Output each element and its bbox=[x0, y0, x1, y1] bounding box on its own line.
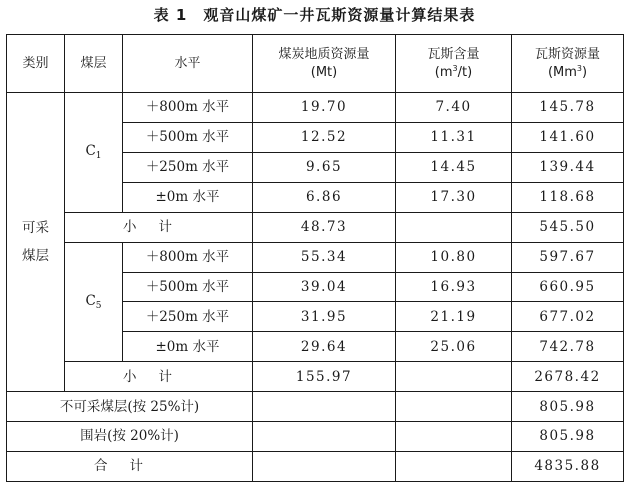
header-level: 水平 bbox=[123, 35, 253, 93]
gas-resource-cell: 805.98 bbox=[512, 422, 624, 452]
coal-cell bbox=[253, 452, 396, 482]
header-coal-line1: 煤炭地质资源量 bbox=[278, 46, 370, 62]
gas-content-cell: 25.06 bbox=[396, 332, 512, 362]
gas-content-unit-post: /t) bbox=[457, 64, 473, 80]
seam-c5-subscript: 5 bbox=[95, 300, 102, 311]
gas-resource-cell: 660.95 bbox=[512, 272, 624, 302]
header-row bbox=[7, 35, 624, 93]
coal-cell: 31.95 bbox=[253, 302, 396, 332]
non-mineable-row bbox=[7, 392, 624, 422]
gas-content-cell: 11.31 bbox=[396, 122, 512, 152]
gas-resource-cell: 805.98 bbox=[512, 392, 624, 422]
gas-resource-cell: 545.50 bbox=[512, 212, 624, 242]
coal-cell: 6.86 bbox=[253, 182, 396, 212]
surrounding-rock-label: 围岩(按 20%计) bbox=[7, 422, 253, 452]
surrounding-rock-row bbox=[7, 422, 624, 452]
gas-content-cell bbox=[396, 392, 512, 422]
header-gas-resource bbox=[512, 35, 624, 93]
header-seam: 煤层 bbox=[65, 35, 123, 93]
gas-resource-cell: 139.44 bbox=[512, 152, 624, 182]
subtotal-row bbox=[7, 212, 624, 242]
category-mineable-line1: 可采 bbox=[22, 219, 49, 236]
gas-resource-unit-post: ) bbox=[581, 64, 588, 80]
seam-c1-letter: C bbox=[85, 143, 96, 160]
gas-content-cell: 10.80 bbox=[396, 242, 512, 272]
coal-cell: 12.52 bbox=[253, 122, 396, 152]
gas-content-cell: 17.30 bbox=[396, 182, 512, 212]
gas-content-cell: 21.19 bbox=[396, 302, 512, 332]
gas-content-cell: 7.40 bbox=[396, 93, 512, 123]
header-gas-content-line2 bbox=[396, 64, 511, 82]
header-coal-line2: (Mt) bbox=[310, 64, 338, 80]
non-mineable-label: 不可采煤层(按 25%计) bbox=[7, 392, 253, 422]
level-cell: ＋500m 水平 bbox=[123, 122, 253, 152]
coal-cell: 155.97 bbox=[253, 362, 396, 392]
coal-cell bbox=[253, 422, 396, 452]
header-gas-content-line1: 瓦斯含量 bbox=[427, 46, 480, 62]
gas-content-cell bbox=[396, 362, 512, 392]
subtotal-label: 小计 bbox=[65, 212, 253, 242]
seam-c1-cell bbox=[65, 93, 123, 213]
coal-cell: 29.64 bbox=[253, 332, 396, 362]
gas-content-cell bbox=[396, 422, 512, 452]
gas-content-cell: 16.93 bbox=[396, 272, 512, 302]
table-title: 表 1 观音山煤矿一井瓦斯资源量计算结果表 bbox=[153, 6, 476, 24]
subtotal-label: 小计 bbox=[65, 362, 253, 392]
header-gas-content bbox=[396, 35, 512, 93]
gas-resource-cell: 145.78 bbox=[512, 93, 624, 123]
gas-resource-cell: 2678.42 bbox=[512, 362, 624, 392]
gas-resource-cell: 597.67 bbox=[512, 242, 624, 272]
coal-cell: 19.70 bbox=[253, 93, 396, 123]
seam-c5-cell bbox=[65, 242, 123, 362]
coal-cell: 48.73 bbox=[253, 212, 396, 242]
gas-resource-table bbox=[6, 34, 624, 482]
seam-c1-subscript: 1 bbox=[95, 151, 102, 162]
level-cell: ＋800m 水平 bbox=[123, 93, 253, 123]
gas-resource-cell: 4835.88 bbox=[512, 452, 624, 482]
header-gas-resource-line2 bbox=[512, 64, 623, 82]
level-cell: ＋500m 水平 bbox=[123, 272, 253, 302]
header-category: 类别 bbox=[7, 35, 65, 93]
coal-cell: 9.65 bbox=[253, 152, 396, 182]
gas-resource-cell: 742.78 bbox=[512, 332, 624, 362]
gas-content-cell bbox=[396, 212, 512, 242]
category-mineable-cell bbox=[7, 93, 65, 392]
gas-resource-unit-sup: 3 bbox=[576, 63, 582, 73]
gas-resource-cell: 118.68 bbox=[512, 182, 624, 212]
total-row bbox=[7, 452, 624, 482]
table-row bbox=[7, 93, 624, 123]
total-label: 合计 bbox=[7, 452, 253, 482]
coal-cell: 39.04 bbox=[253, 272, 396, 302]
gas-content-cell: 14.45 bbox=[396, 152, 512, 182]
coal-cell: 55.34 bbox=[253, 242, 396, 272]
gas-content-cell bbox=[396, 452, 512, 482]
level-cell: ＋800m 水平 bbox=[123, 242, 253, 272]
gas-content-unit-pre: (m bbox=[434, 64, 453, 80]
table-row bbox=[7, 242, 624, 272]
coal-cell bbox=[253, 392, 396, 422]
category-mineable-line2: 煤层 bbox=[22, 248, 49, 265]
gas-content-unit-sup: 3 bbox=[452, 63, 458, 73]
level-cell: ＋250m 水平 bbox=[123, 302, 253, 332]
gas-resource-cell: 677.02 bbox=[512, 302, 624, 332]
gas-resource-unit-pre: (Mm bbox=[547, 64, 577, 80]
level-cell: ±0m 水平 bbox=[123, 332, 253, 362]
gas-resource-cell: 141.60 bbox=[512, 122, 624, 152]
header-coal-resource bbox=[253, 35, 396, 93]
header-gas-resource-line1: 瓦斯资源量 bbox=[534, 46, 600, 62]
subtotal-row bbox=[7, 362, 624, 392]
seam-c5-letter: C bbox=[85, 292, 96, 309]
level-cell: ＋250m 水平 bbox=[123, 152, 253, 182]
level-cell: ±0m 水平 bbox=[123, 182, 253, 212]
